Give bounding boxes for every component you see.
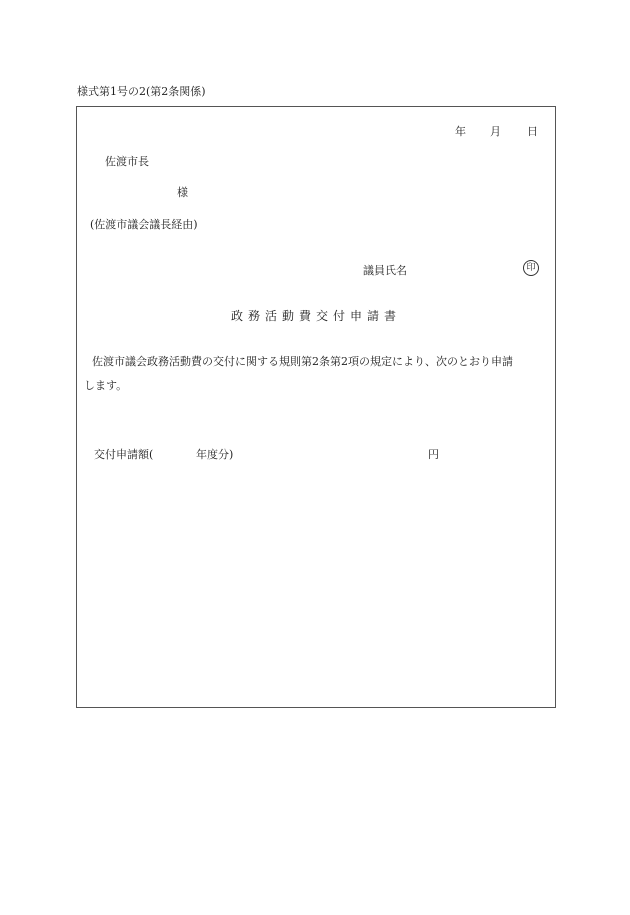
body-line-2: します。 [84,379,128,392]
form-number-header: 様式第1号の2(第2条関係) [77,85,206,98]
member-name-label: 議員氏名 [363,264,407,277]
form-frame [76,106,556,708]
amount-label: 交付申請額( [94,448,154,461]
via-chair-note: (佐渡市議会議長経由) [90,218,198,231]
honorific: 様 [177,186,188,199]
body-line-1: 佐渡市議会政務活動費の交付に関する規則第2条第2項の規定により、次のとおり申請 [92,355,513,368]
seal-icon: 印 [523,260,539,276]
amount-year-part: 年度分) [196,448,234,461]
amount-unit: 円 [428,448,439,461]
date-day-label: 日 [527,125,538,138]
date-month-label: 月 [490,125,501,138]
date-year-label: 年 [455,125,466,138]
addressee: 佐渡市長 [105,155,149,168]
application-body [84,350,550,398]
document-title: 政務活動費交付申請書 [230,309,401,323]
